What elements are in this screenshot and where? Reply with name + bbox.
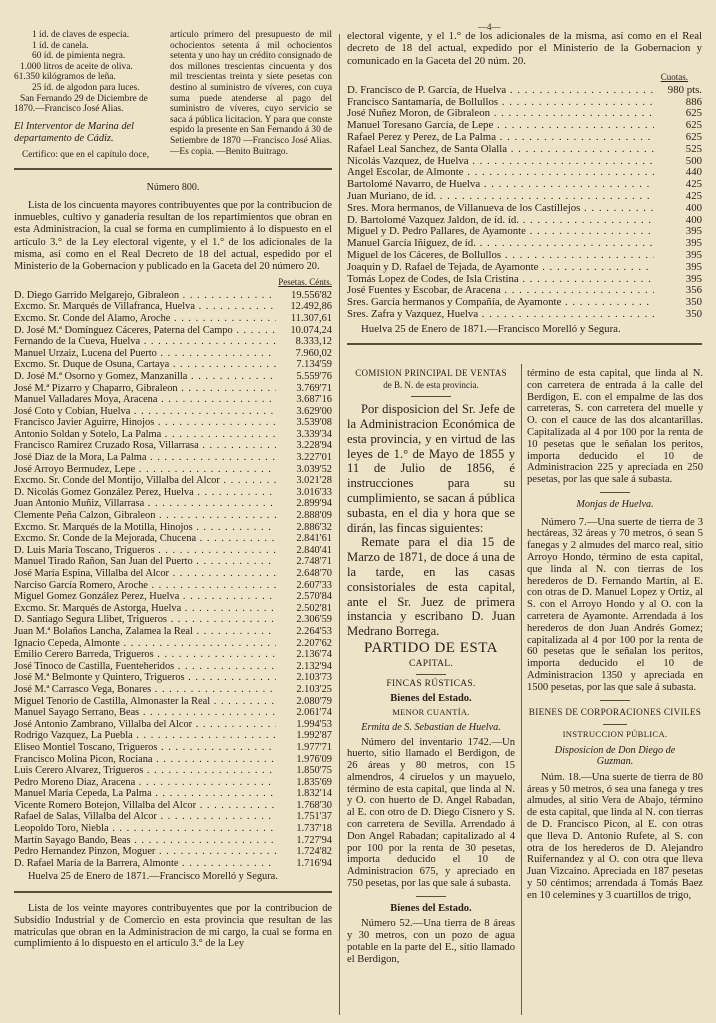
contributor-amount: 395 xyxy=(654,274,702,286)
contributor-name: José Tinoco de Castilla, Fuenteheridos . . . xyxy=(14,661,276,673)
contributor-amount: 625 xyxy=(654,108,702,120)
contributor-name: Excmo. Sr. Marqués de Villafranca, Huelva . . . xyxy=(14,301,276,313)
list-item xyxy=(14,614,332,626)
contributor-amount: 10.074,24 xyxy=(276,325,332,337)
list-item xyxy=(14,661,332,673)
right-column xyxy=(347,30,702,351)
supply-item: 25 íd. de algodon para luces. xyxy=(32,82,140,93)
list-item xyxy=(14,301,332,313)
contributor-name: Manuel Sayago Serrano, Beas . . . xyxy=(14,707,276,719)
contributor-name: D. Luis María Toscano, Trigueros . . . xyxy=(14,545,276,557)
list-item xyxy=(14,742,332,754)
list-item xyxy=(14,406,332,418)
contributor-amount: 19.556'82 xyxy=(276,290,332,302)
divider xyxy=(603,724,627,725)
property-52-cont: término de esta capital, que linda al N. con carretera de entrada á la calle del Berdigon, E. con el empalme de las dos carreteras, S. con carretera del muelle y O. con el cauce de las dos alcantarillas. Capitalizada al 4 por 100 por la renta de 10 pesetas que le señalan los peritos, importa deducido el 10 de Administracion 225 y apreciada en 250 pesetas, por las que sale á subasta. xyxy=(527,368,703,486)
list-item xyxy=(347,226,702,238)
contributor-name: José Arroyo Bermudez, Lepe . . . xyxy=(14,464,276,476)
contributor-name: Tomás Lopez de Codes, de Isla Cristina . . . xyxy=(347,274,654,286)
list-item xyxy=(14,730,332,742)
contributor-amount: 2.648'70 xyxy=(276,568,332,580)
contributor-name: Francisco Santamaría, de Bollullos . . . xyxy=(347,97,654,109)
budget-text: artículo primero del presupuesto de mil ochocientos setenta á mil ochocientos setenta y uno hay un crédito consignado de dos millones trescientas cincuenta y dos mil trescientas treinta y siete pesetas con destino al suministro de víveres, con cuya suma puede atenderse al pago del suministro de víveres, cuyo servicio se saca á pública licitacion. Y para que conste espido la presente en San Fernando á 30 de Setiembre de 1870 —Francisco José Alias.—Es copia. —Benito Buitrago. xyxy=(170,30,332,157)
contributor-name: José Antonio Zambrano, Villalba del Alcor . . . xyxy=(14,719,276,731)
contributor-amount: 395 xyxy=(654,262,702,274)
contributor-name: José María Espina, Villalba del Alcor . . . xyxy=(14,568,276,580)
list-item xyxy=(14,765,332,777)
contributor-name: Manuel María Cepeda, La Palma . . . xyxy=(14,788,276,800)
contributor-amount: 2.502'81 xyxy=(276,603,332,615)
contributor-amount: 3.228'94 xyxy=(276,440,332,452)
contributor-amount: 3.339'34 xyxy=(276,429,332,441)
contributor-amount: 2.840'41 xyxy=(276,545,332,557)
section-rule xyxy=(347,343,702,345)
contributor-name: Martín Sayago Bando, Beas . . . xyxy=(14,835,276,847)
contributor-amount: 2.061'74 xyxy=(276,707,332,719)
list-item xyxy=(14,371,332,383)
commission-title: COMISION PRINCIPAL DE VENTAS xyxy=(355,368,507,378)
list-item xyxy=(14,858,332,870)
contributor-name: Excmo. Sr. Conde del Alamo, Aroche . . . xyxy=(14,313,276,325)
supply-item: 1.000 litros de aceite de oliva. xyxy=(20,61,133,72)
contributor-amount: 1.724'82 xyxy=(276,846,332,858)
list-item xyxy=(14,672,332,684)
contributor-amount: 11.307,61 xyxy=(276,313,332,325)
rustic-title: FINCAS RÚSTICAS. xyxy=(386,679,476,690)
contributor-amount: 2.080'79 xyxy=(276,696,332,708)
contributor-amount: 2.607'33 xyxy=(276,580,332,592)
property-52: Número 52.—Una tierra de 8 áreas y 30 metros, con un pozo de agua potable en la parte del E., sitio llamado el Berdigon, xyxy=(347,918,515,965)
contributor-amount: 3.227'01 xyxy=(276,452,332,464)
contributor-name: Pedro Moreno Diaz, Aracena . . . xyxy=(14,777,276,789)
sale-column-right xyxy=(527,368,703,902)
left-column xyxy=(14,30,332,950)
contributor-amount: 1.737'18 xyxy=(276,823,332,835)
contributor-name: Miguel Tenorio de Castilla, Almonaster la Real . . . xyxy=(14,696,276,708)
list-item xyxy=(14,719,332,731)
list-item xyxy=(14,487,332,499)
list-item xyxy=(14,383,332,395)
signature: Huelva 25 de Enero de 1871.—Francisco Morelló y Segura. xyxy=(28,871,278,883)
contributor-name: Juan Antonio Muñiz, Villarrasa . . . xyxy=(14,498,276,510)
contributor-amount: 2.899'94 xyxy=(276,498,332,510)
list-item xyxy=(14,498,332,510)
sale-date-notice: Remate para el dia 15 de Marzo de 1871, de doce á una de la tarde, en las casas consistoriales de esta capital, ante el Sr. Juez de primera instancia y escribano D. Juan Medrano Borrega. xyxy=(347,535,515,639)
contributor-amount: 400 xyxy=(654,215,702,227)
contributor-name: Excmo. Sr. Duque de Osuna, Cartaya . . . xyxy=(14,359,276,371)
contributor-name: Fernando de la Cueva, Huelva . . . xyxy=(14,336,276,348)
list-item xyxy=(14,696,332,708)
list-item xyxy=(347,262,702,274)
supply-item: 1 íd. de claves de especia. xyxy=(32,30,130,40)
page-number: —4— xyxy=(478,22,501,32)
contributor-amount: 350 xyxy=(654,309,702,321)
contributor-name: Excmo. Sr. Conde del Montijo, Villalba del Alcor . . . xyxy=(14,475,276,487)
list-item xyxy=(347,215,702,227)
list-item xyxy=(14,649,332,661)
contributor-name: Miguel Gomez González Perez, Huelva . . . xyxy=(14,591,276,603)
list-item xyxy=(14,313,332,325)
contributor-amount: 12.492,86 xyxy=(276,301,332,313)
list-item xyxy=(14,510,332,522)
contributor-amount: 2.132'94 xyxy=(276,661,332,673)
list-intro: Lista de los cincuenta mayores contribuyentes que por la contribucion de inmuebles, cultivo y ganadería resultan de los repartimientos que obran en esta Administracion, la cual se forma en cumplimiento á lo dispuesto en el artículo 3.° de la Ley electoral vigente, y el 1.° de los adicionales de la misma, así como en el Real Decreto de 18 del actual, espedido por el Ministerio de la Gobernacion y publicado en la Gaceta del 20 número 20. xyxy=(14,199,332,272)
supply-item: 1870.—Francisco José Alias. xyxy=(14,104,124,115)
contributor-amount: 2.207'62 xyxy=(276,638,332,650)
contributor-amount: 625 xyxy=(654,132,702,144)
list-item xyxy=(14,533,332,545)
contributor-amount: 1.992'87 xyxy=(276,730,332,742)
contributor-amount: 5.559'76 xyxy=(276,371,332,383)
list-item xyxy=(347,144,702,156)
contributor-name: Emilio Cerero Barreda, Trigueros . . . xyxy=(14,649,276,661)
contributor-amount: 350 xyxy=(654,297,702,309)
contributor-amount: 395 xyxy=(654,238,702,250)
property-18: Núm. 18.—Una suerte de tierra de 80 áreas y 50 metros, ó sea una fanega y tres almudes, al sitio Vera de Abajo, término de esta capital, que linda al N. con tierras de D. Francisco Picon, al E. con otras que lleva D. Antonio Rufete, al S. con otra de los herederos de D. Alejandro Ruifernandez y al O. con otra que lleva Juan Vizcaino. Apreciada en 187 pesetas y 50 céntimos; arrendada á Tomás Baez en 10 celemines y 3 cuartillos de trigo, xyxy=(527,771,703,901)
contributor-amount: 2.748'71 xyxy=(276,556,332,568)
list-item xyxy=(347,85,702,97)
list-item xyxy=(14,522,332,534)
property-1742: Número del inventario 1742.—Un huerto, sitio llamado el Berdigon, de 26 áreas y 80 metros, con 15 almendros, 4 ciruelos y un mayuelo, término de esta capital, que linda al N. y O. con huerto de D. Angel Rabadan, al E. con otro de D. Diego Cisnero y S. con carretera de Sevilla. Arrendado á Don Angel Rabadan; capitalizado al 4 por 100 por la renta de 30 pesetas, importa deducido el 10 de Administracion 675, y apreciado en 750 pesetas, por las que sale á subasta. xyxy=(347,736,515,890)
section-rule xyxy=(14,891,332,893)
contributor-amount: 3.629'00 xyxy=(276,406,332,418)
list-item xyxy=(14,417,332,429)
contributor-name: Antonio Soldan y Sotelo, La Palma . . . xyxy=(14,429,276,441)
section-rule xyxy=(14,168,332,170)
contributor-name: Rodrigo Vazquez, La Puebla . . . xyxy=(14,730,276,742)
list-item xyxy=(14,464,332,476)
list-item xyxy=(347,238,702,250)
list-item xyxy=(14,429,332,441)
list-item xyxy=(14,568,332,580)
list-item xyxy=(14,290,332,302)
contributor-name: Miguel de los Cáceres, de Bollullos . . . xyxy=(347,250,654,262)
contributor-amount: 525 xyxy=(654,144,702,156)
list-item xyxy=(14,707,332,719)
contributor-name: Luis Cerero Alvarez, Trigueros . . . xyxy=(14,765,276,777)
list-item xyxy=(14,846,332,858)
contributor-amount: 1.976'09 xyxy=(276,754,332,766)
contributor-amount: 2.570'84 xyxy=(276,591,332,603)
contributor-name: Francisco Molina Picon, Rociana . . . xyxy=(14,754,276,766)
list-item xyxy=(14,835,332,847)
list-item xyxy=(14,440,332,452)
contributor-name: Francisco Ramírez Cruzado Rosa, Villarrasa . . . xyxy=(14,440,276,452)
list-item xyxy=(14,452,332,464)
list-item xyxy=(14,475,332,487)
divider xyxy=(416,896,446,897)
civil-corporations-title: BIENES DE CORPORACIONES CIVILES xyxy=(528,706,702,717)
contributor-name: D. Santiago Segura Llibet, Trigueros . . . xyxy=(14,614,276,626)
subcolumn-divider xyxy=(521,364,522,1015)
list-item xyxy=(347,274,702,286)
contributor-amount: 3.539'08 xyxy=(276,417,332,429)
list-item xyxy=(347,167,702,179)
contributor-amount: 2.306'59 xyxy=(276,614,332,626)
contributor-amount: 500 xyxy=(654,156,702,168)
contributor-name: Ignacio Cepeda, Almonte . . . xyxy=(14,638,276,650)
contributor-name: Leopoldo Toro, Niebla . . . xyxy=(14,823,276,835)
contributor-amount: 2.886'32 xyxy=(276,522,332,534)
supply-item: 1 íd. de canela. xyxy=(32,40,89,51)
contributor-amount: 1.768'30 xyxy=(276,800,332,812)
contributor-amount: 2.841'61 xyxy=(276,533,332,545)
list-item xyxy=(14,394,332,406)
contributor-name: D. José M.ª Domínguez Cáceres, Paterna del Campo . . . xyxy=(14,325,276,337)
contributor-name: Excmo. Sr. Marqués de Astorga, Huelva . . . xyxy=(14,603,276,615)
list-item xyxy=(14,348,332,360)
list-item xyxy=(347,285,702,297)
list-item xyxy=(14,545,332,557)
divider xyxy=(600,700,630,701)
contributor-name: D. Nicolás Gomez González Perez, Huelva . . . xyxy=(14,487,276,499)
sale-notice: Por disposicion del Sr. Jefe de la Administracion Económica de esta provincia, y en virtud de las leyes de 1.° de Mayo de 1855 y 11 de Julio de 1856, é instrucciones para su cumplimiento, se sacan á pública subasta, en el dia y hora que se dirán, las fincas siguientes: xyxy=(347,402,515,535)
contributor-name: Manuel Urzaiz, Lucena del Puerto . . . xyxy=(14,348,276,360)
contributor-list xyxy=(14,290,332,870)
contributor-name: José Coto y Cobian, Huelva . . . xyxy=(14,406,276,418)
contributor-amount: 1.977'71 xyxy=(276,742,332,754)
contributor-name: Pedro Hernandez Pinzon, Moguer . . . xyxy=(14,846,276,858)
contributor-amount: 2.888'09 xyxy=(276,510,332,522)
contributor-amount: 886 xyxy=(654,97,702,109)
supply-item: San Fernando 29 de Diciembre de xyxy=(20,93,148,104)
contributor-amount: 2.136'74 xyxy=(276,649,332,661)
certifico-text: Certifico: que en el capítulo doce, xyxy=(22,149,150,160)
contributor-name: Nicolás Vazquez, de Huelva . . . xyxy=(347,156,654,168)
divider xyxy=(416,674,446,675)
contributor-name: José Nuñez Moron, de Gibraleon . . . xyxy=(347,108,654,120)
property-7: Número 7.—Una suerte de tierra de 3 hectáreas, 32 áreas y 70 metros, ó sean 5 fanegas y 2 almudes del marco real, sitio Arroyo Hondo, término de esta capital, que linda al N. con tierras de los herederos de D. Fernando Martín, al E. con otras de D. Manuel Lopez y Ortiz, al S. con el Arroyo Hondo y al O. con la carretera de Ayamonte. Arrendada á los herederos de don Juan Andrés Gomez; capitalizada al 4 por 100 por la renta de 60 pesetas que le señalan los peritos, importa deducido el 10 de Administracion 1350 y apreciada en 1500 pesetas, por las que sale á subasta. xyxy=(527,516,703,693)
contributor-amount: 1.727'94 xyxy=(276,835,332,847)
contributor-name: D. Francisco de P. García, de Huelva . . . xyxy=(347,85,654,97)
contributor-name: José Diaz de la Mora, La Palma . . . xyxy=(14,452,276,464)
contributor-amount: 3.021'28 xyxy=(276,475,332,487)
list-item xyxy=(14,603,332,615)
list-item xyxy=(14,777,332,789)
state-goods-title: Bienes del Estado. xyxy=(390,692,472,704)
contributor-amount: 8.333,12 xyxy=(276,336,332,348)
contributor-name: Manuel Tirado Rañon, San Juan del Puerto . . . xyxy=(14,556,276,568)
contributor-amount: 1.751'37 xyxy=(276,811,332,823)
divider xyxy=(600,492,630,493)
public-instruction-title: INSTRUCCION PÚBLICA. xyxy=(562,729,668,740)
contributor-amount: 1.994'53 xyxy=(276,719,332,731)
list-item xyxy=(347,108,702,120)
list-item xyxy=(347,97,702,109)
contributor-name: Angel Escolar, de Almonte . . . xyxy=(347,167,654,179)
list-item xyxy=(14,336,332,348)
supply-item: 61.350 kilógramos de leña. xyxy=(14,72,116,83)
contributor-amount: 395 xyxy=(654,250,702,262)
contributor-amount: 1.835'69 xyxy=(276,777,332,789)
contributor-name: José M.ª Pizarro y Chaparro, Gibraleon . . . xyxy=(14,383,276,395)
list-item xyxy=(347,156,702,168)
quota-list xyxy=(347,85,702,321)
list-intro-20: Lista de los veinte mayores contribuyentes que por la contribucion de Subsidio Industrial y de Comercio en esta provincia que resultan de las matrículas que obran en la Administracion de mi cargo, la cual se forma en cumplimiento á lo dispuesto en el artículo 3.° de la Ley xyxy=(14,903,332,950)
contributor-name: Miguel y D. Pedro Pallares, de Ayamonte . . . xyxy=(347,226,654,238)
contributor-name: Sres. Zafra y Vazquez, Huelva . . . xyxy=(347,309,654,321)
column-header: Pesetas. Cénts. xyxy=(278,277,332,288)
list-item xyxy=(347,250,702,262)
disposition-title: Disposicion de Don Diego de Guzman. xyxy=(554,744,676,768)
contributor-amount: 440 xyxy=(654,167,702,179)
contributor-name: José M.ª Carrasco Vega, Bonares . . . xyxy=(14,684,276,696)
hermitage-title: Ermita de S. Sebastian de Huelva. xyxy=(361,721,501,733)
contributor-name: Excmo. Sr. Marqués de la Motilla, Hinojos . . . xyxy=(14,522,276,534)
list-item xyxy=(347,191,702,203)
list-item xyxy=(14,823,332,835)
section-number: Número 800. xyxy=(146,182,200,194)
list-item xyxy=(347,179,702,191)
column-divider xyxy=(339,34,340,1015)
district-subtitle: CAPITAL. xyxy=(408,658,454,669)
signature: Huelva 25 de Enero de 1871.—Francisco Morelló y Segura. xyxy=(361,322,621,335)
contributor-name: Clemente Peña Calzon, Gibraleon . . . xyxy=(14,510,276,522)
commission-subtitle: de B. N. de esta provincia. xyxy=(383,379,479,390)
contributor-name: Francisco Javier Aguirre, Hinojos . . . xyxy=(14,417,276,429)
contributor-name: Rafael Perez y Perez, de La Palma . . . xyxy=(347,132,654,144)
contributor-amount: 625 xyxy=(654,120,702,132)
list-item xyxy=(347,309,702,321)
list-item xyxy=(14,359,332,371)
contributor-amount: 980 pts. xyxy=(654,85,702,97)
contributor-amount: 2.103'25 xyxy=(276,684,332,696)
supply-list xyxy=(14,30,162,160)
intro-continuation: electoral vigente, y el 1.° de los adicionales de la misma, así como en el Real decreto de 18 del actual, expedido por el Ministerio de la Gobernacion y comunicado en la Gaceta del 20 núm. 20. xyxy=(347,30,702,67)
contributor-name: Manuel Valladares Moya, Aracena . . . xyxy=(14,394,276,406)
contributor-amount: 2.264'53 xyxy=(276,626,332,638)
contributor-amount: 1.850'75 xyxy=(276,765,332,777)
list-item xyxy=(347,203,702,215)
district-title: PARTIDO DE ESTA xyxy=(363,639,499,656)
contributor-amount: 3.687'16 xyxy=(276,394,332,406)
contributor-amount: 1.832'14 xyxy=(276,788,332,800)
contributor-amount: 425 xyxy=(654,191,702,203)
contributor-amount: 400 xyxy=(654,203,702,215)
state-goods-title: Bienes del Estado. xyxy=(390,902,472,914)
list-item xyxy=(14,638,332,650)
list-item xyxy=(14,591,332,603)
list-item xyxy=(14,788,332,800)
contributor-name: D. Diego Garrido Melgarejo, Gibraleon . . . xyxy=(14,290,276,302)
list-item xyxy=(14,580,332,592)
contributor-name: Manuel Toresano García, de Lepe . . . xyxy=(347,120,654,132)
list-item xyxy=(14,754,332,766)
contributor-amount: 425 xyxy=(654,179,702,191)
contributor-amount: 7.134'59 xyxy=(276,359,332,371)
contributor-name: Rafael Leal Sanchez, de Santa Olalla . . . xyxy=(347,144,654,156)
contributor-name: D. José M.ª Osorno y Gomez, Manzanilla . . . xyxy=(14,371,276,383)
minor-amount: MENOR CUANTÍA. xyxy=(392,707,470,718)
list-item xyxy=(14,556,332,568)
contributor-amount: 356 xyxy=(654,285,702,297)
contributor-name: Joaquin y D. Rafael de Tejada, de Ayamonte . . . xyxy=(347,262,654,274)
contributor-name: Manuel García Iñiguez, de íd. . . . xyxy=(347,238,654,250)
divider xyxy=(411,396,451,397)
contributor-name: Eliseo Montiel Toscano, Trigueros . . . xyxy=(14,742,276,754)
supply-item: 60 íd. de pimienta negra. xyxy=(32,51,126,62)
column-header: Cuotas. xyxy=(660,72,688,83)
contributor-name: Vicente Romero Botejon, Villalba del Alcor . . . xyxy=(14,800,276,812)
contributor-name: José M.ª Belmonte y Quintero, Trigueros . . . xyxy=(14,672,276,684)
list-item xyxy=(14,811,332,823)
contributor-amount: 3.039'52 xyxy=(276,464,332,476)
contributor-name: Excmo. Sr. Conde de la Mejorada, Chucena . . . xyxy=(14,533,276,545)
contributor-amount: 7.960,02 xyxy=(276,348,332,360)
top-fragment xyxy=(14,30,332,160)
contributor-name: D. Bartolomé Vazquez Jaldon, de íd. íd. . . . xyxy=(347,215,654,227)
list-item xyxy=(347,120,702,132)
contributor-name: Rafael de Salas, Villalba del Alcor . . . xyxy=(14,811,276,823)
list-item xyxy=(347,132,702,144)
list-item xyxy=(14,325,332,337)
contributor-amount: 395 xyxy=(654,226,702,238)
contributor-amount: 3.016'33 xyxy=(276,487,332,499)
contributor-name: D. Rafael María de la Barrera, Almonte . . . xyxy=(14,858,276,870)
contributor-name: Sres. García hermanos y Compañía, de Ayamonte . . . xyxy=(347,297,654,309)
nuns-title: Monjas de Huelva. xyxy=(576,498,654,510)
sale-column-left xyxy=(347,368,515,966)
list-item xyxy=(14,684,332,696)
contributor-name: Juan M.ª Bolaños Lancha, Zalamea la Real . . . xyxy=(14,626,276,638)
contributor-name: José Fuentes y Escobar, de Aracena . . . xyxy=(347,285,654,297)
contributor-name: Juan Muriano, de íd. . . . xyxy=(347,191,654,203)
contributor-amount: 1.716'94 xyxy=(276,858,332,870)
contributor-name: Narciso García Romero, Aroche . . . xyxy=(14,580,276,592)
interventor-title: El Interventor de Marina del departamento de Cádiz. xyxy=(14,120,135,144)
contributor-name: Sres. Mora hermanos, de Villanueva de los Castillejos . . . xyxy=(347,203,654,215)
list-item xyxy=(14,626,332,638)
contributor-amount: 3.769'71 xyxy=(276,383,332,395)
list-item xyxy=(347,297,702,309)
contributor-amount: 2.103'73 xyxy=(276,672,332,684)
contributor-name: Bartolomé Navarro, de Huelva . . . xyxy=(347,179,654,191)
list-item xyxy=(14,800,332,812)
